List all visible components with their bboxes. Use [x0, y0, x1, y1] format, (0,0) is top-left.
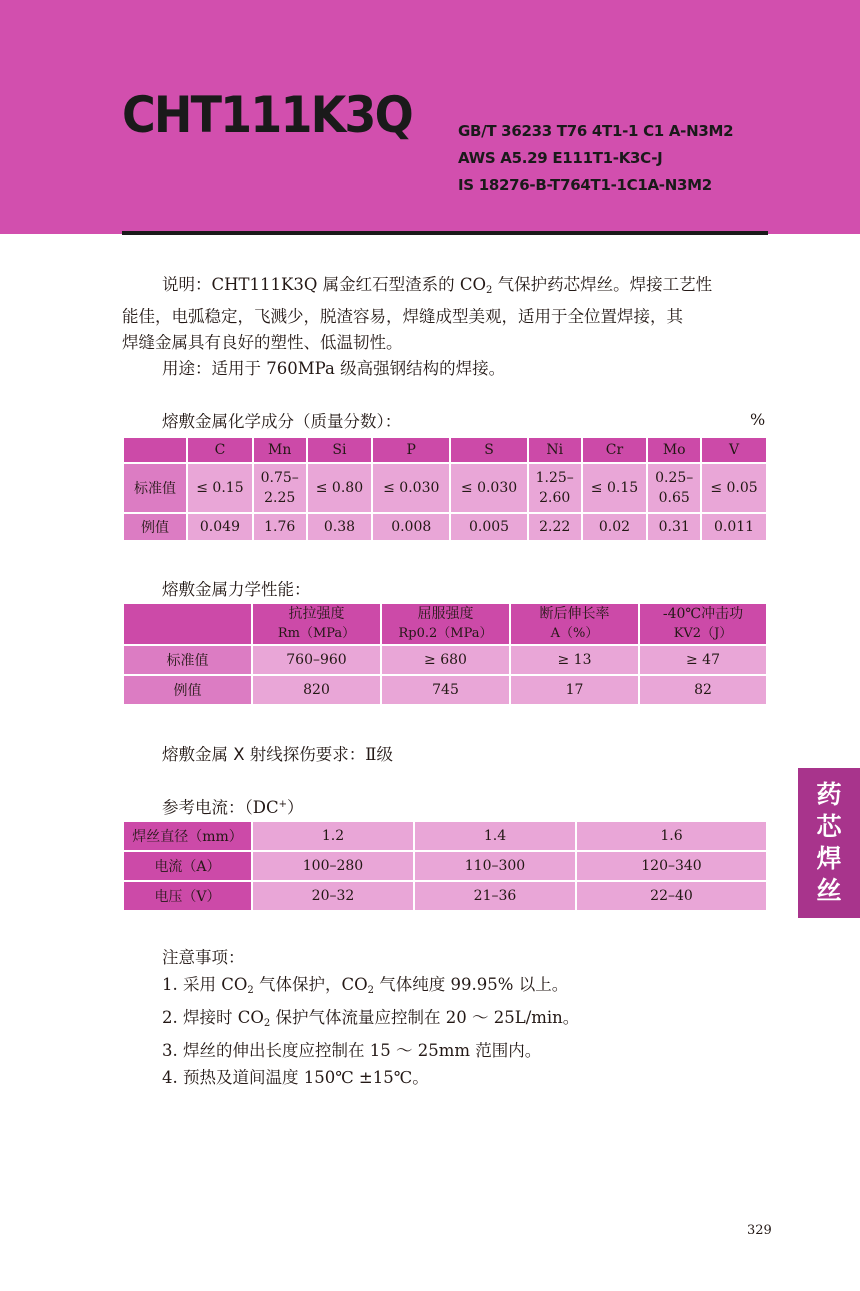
usage-text: 适用于 760MPa 级高强钢结构的焊接。: [211, 359, 506, 378]
row-label: 标准值: [123, 463, 187, 513]
mech-cell: 745: [381, 675, 510, 705]
usage-label: 用途：: [162, 359, 212, 378]
chem-col: S: [450, 437, 528, 463]
chem-col: V: [701, 437, 767, 463]
current-cell: 1.2: [252, 821, 414, 851]
chem-cell: 0.011: [701, 513, 767, 541]
chem-cell: 0.31: [647, 513, 701, 541]
mech-cell: ≥ 13: [510, 645, 639, 675]
chem-col: Mo: [647, 437, 701, 463]
mech-col: 屈服强度 Rp0.2（MPa）: [381, 603, 510, 645]
chem-col: Mn: [253, 437, 307, 463]
mech-cell: 82: [639, 675, 767, 705]
chem-cell: 1.76: [253, 513, 307, 541]
mech-cell: 760–960: [252, 645, 381, 675]
mech-cell: ≥ 47: [639, 645, 767, 675]
xray-label: 熔敷金属 X 射线探伤要求：: [162, 745, 366, 764]
row-label: 例值: [123, 513, 187, 541]
row-label: 电压（V）: [123, 881, 252, 911]
row-label: 焊丝直径（mm）: [123, 821, 252, 851]
current-table: [122, 820, 768, 912]
chem-heading: 熔敷金属化学成分（质量分数）：: [162, 412, 402, 431]
header-rule: [122, 231, 768, 235]
page-number: 329: [747, 1223, 772, 1238]
note-2: 2. 焊接时 $CO_2$ 保护气体流量应控制在 20 ～ 25L/min。: [162, 1008, 580, 1029]
mech-row-standard: [123, 645, 767, 675]
mech-header-row: [123, 603, 767, 645]
header-band: [0, 0, 860, 234]
mech-row-example: [123, 675, 767, 705]
chem-cell: ≤ 0.05: [701, 463, 767, 513]
note-3: 3. 焊丝的伸出长度应控制在 15 ～ 25mm 范围内。: [162, 1041, 542, 1060]
current-cell: 1.6: [576, 821, 767, 851]
chem-cell: ≤ 0.80: [307, 463, 373, 513]
chem-unit: %: [750, 410, 766, 429]
side-tab-char: 药: [816, 780, 842, 809]
description-line2: 能佳，电弧稳定，飞溅少，脱渣容易，焊缝成型美观，适用于全位置焊接，其: [122, 307, 683, 326]
current-cell: 120–340: [576, 851, 767, 881]
chem-col: P: [372, 437, 450, 463]
chem-cell: 0.02: [582, 513, 648, 541]
chem-row-standard: [123, 463, 767, 513]
chem-col: Ni: [528, 437, 582, 463]
chem-header-row: [123, 437, 767, 463]
chem-col: C: [187, 437, 253, 463]
chem-cell: ≤ 0.030: [450, 463, 528, 513]
xray-requirement: [162, 741, 393, 765]
chem-cell: ≤ 0.030: [372, 463, 450, 513]
current-row-amps: [123, 851, 767, 881]
mech-cell: ≥ 680: [381, 645, 510, 675]
product-title: CHT111K3Q: [122, 86, 412, 144]
chem-cell: ≤ 0.15: [187, 463, 253, 513]
chem-corner: [123, 437, 187, 463]
current-cell: 1.4: [414, 821, 576, 851]
row-label: 电流（A）: [123, 851, 252, 881]
chem-col: Cr: [582, 437, 648, 463]
xray-value: Ⅱ级: [365, 745, 394, 764]
chem-row-example: [123, 513, 767, 541]
current-heading: 参考电流：（DC+）: [162, 798, 304, 817]
description-label: 说明：: [162, 275, 212, 294]
mech-col: -40℃冲击功 KV2（J）: [639, 603, 767, 645]
current-cell: 110–300: [414, 851, 576, 881]
row-label: 例值: [123, 675, 252, 705]
mech-cell: 17: [510, 675, 639, 705]
row-label: 标准值: [123, 645, 252, 675]
standard-iso: IS 18276-B-T764T1-1C1A-N3M2: [458, 176, 712, 194]
chem-cell: 0.38: [307, 513, 373, 541]
standards-list: [458, 118, 733, 199]
current-row-diameter: [123, 821, 767, 851]
current-cell: 20–32: [252, 881, 414, 911]
standard-aws: AWS A5.29 E111T1-K3C-J: [458, 149, 663, 167]
side-tab-char: 丝: [816, 876, 842, 905]
side-tab-char: 芯: [816, 812, 842, 841]
chem-table: [122, 436, 768, 542]
chem-cell: 1.25– 2.60: [528, 463, 582, 513]
chem-col: Si: [307, 437, 373, 463]
side-tab-char: 焊: [816, 844, 842, 873]
current-cell: 21–36: [414, 881, 576, 911]
chem-cell: 0.049: [187, 513, 253, 541]
mech-cell: 820: [252, 675, 381, 705]
mech-table: [122, 602, 768, 706]
mech-heading: 熔敷金属力学性能：: [162, 580, 311, 599]
mech-corner: [123, 603, 252, 645]
chem-cell: ≤ 0.15: [582, 463, 648, 513]
note-1: 1. 采用 $CO_2$ 气体保护，$CO_2$ 气体纯度 99.95% 以上。: [162, 975, 569, 996]
description-line3: 焊缝金属具有良好的塑性、低温韧性。: [122, 333, 403, 352]
current-cell: 22–40: [576, 881, 767, 911]
standard-gbt: GB/T 36233 T76 4T1-1 C1 A-N3M2: [458, 122, 734, 140]
note-4: 4. 预热及道间温度 150℃ ±15℃。: [162, 1068, 429, 1087]
chem-cell: 0.25– 0.65: [647, 463, 701, 513]
chem-cell: 0.008: [372, 513, 450, 541]
description-block: 说明：CHT111K3Q 属金红石型渣系的 $CO_2$ 气保护药芯焊丝。焊接工艺性 能佳，电弧稳定，飞溅少，脱渣容易，焊缝成型美观，适用于全位置焊接，其 焊缝金属具有良好的塑性、低温韧性。 用途：适用于 760MPa 级高强钢结构的焊接。: [122, 272, 772, 382]
side-section-tab: [798, 768, 860, 918]
mech-col: 断后伸长率 A（%）: [510, 603, 639, 645]
mech-col: 抗拉强度 Rm（MPa）: [252, 603, 381, 645]
chem-cell: 0.75– 2.25: [253, 463, 307, 513]
chem-cell: 2.22: [528, 513, 582, 541]
current-row-volts: [123, 881, 767, 911]
notes-block: [162, 944, 762, 1091]
notes-heading: 注意事项：: [162, 948, 245, 967]
chem-cell: 0.005: [450, 513, 528, 541]
current-cell: 100–280: [252, 851, 414, 881]
